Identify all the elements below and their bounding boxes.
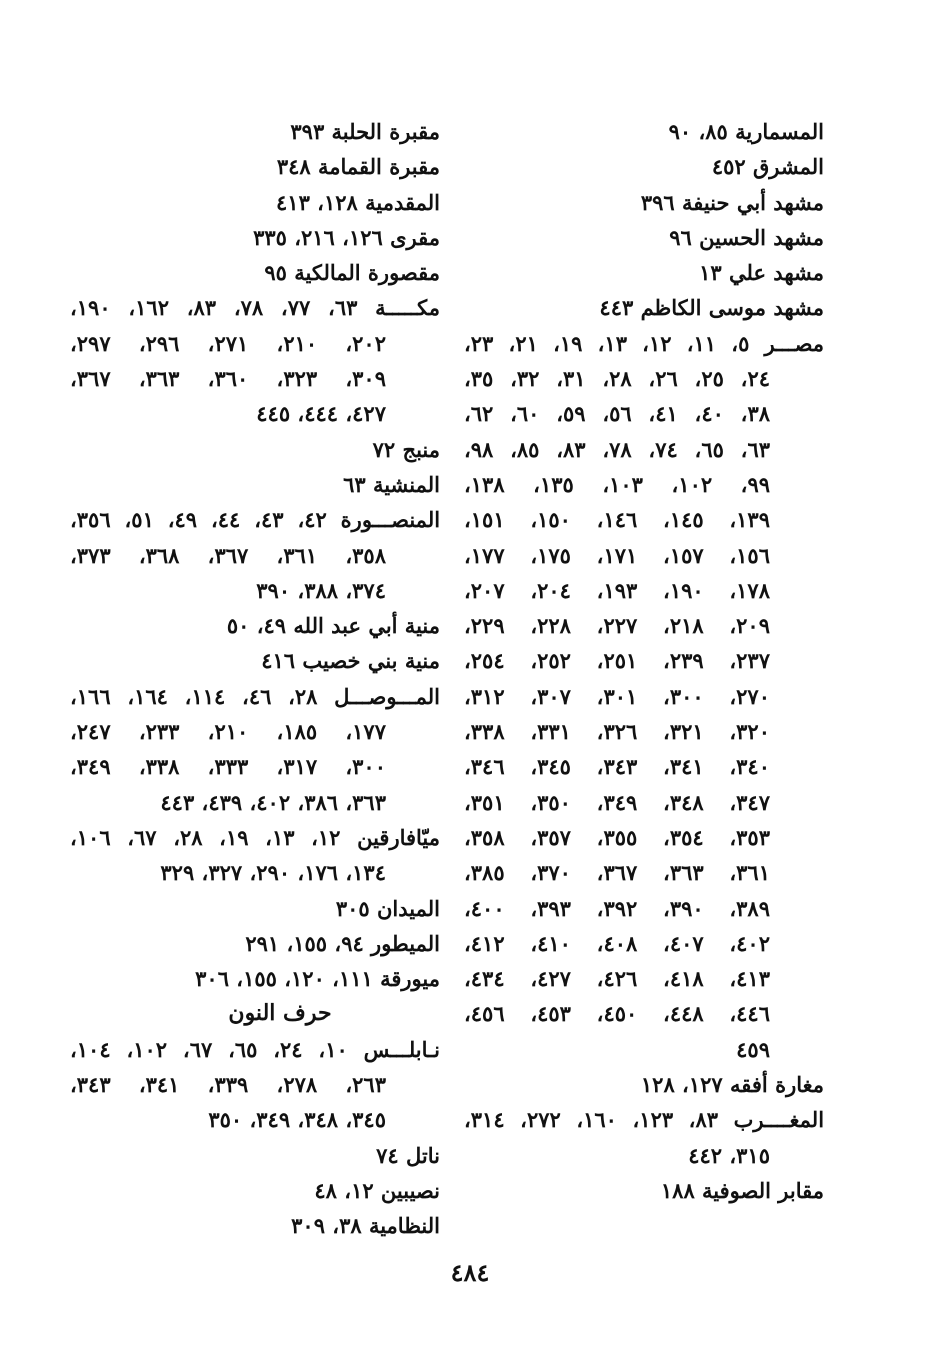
index-entry: ٢٤، ٢٥، ٢٦، ٢٨، ٣١، ٣٢، ٣٥، xyxy=(464,366,770,392)
index-entry: مغارة أفقه ١٢٧، ١٢٨ xyxy=(640,1072,824,1098)
index-entry: المسمارية ٨٥، ٩٠ xyxy=(668,119,824,144)
index-entry: ميورقة ١١١، ١٢٠، ١٥٥، ٣٠٦ xyxy=(195,966,440,992)
index-entry: مكـــــة ٦٣، ٧٧، ٧٨، ٨٣، ١٦٢، ١٩٠، xyxy=(70,295,440,321)
index-entry: مقصورة المالكية ٩٥ xyxy=(264,260,440,286)
index-entry: الميدان ٣٠٥ xyxy=(335,895,440,921)
index-entry: منبج ٧٢ xyxy=(372,436,440,462)
index-entry: ٩٩، ١٠٢، ١٠٣، ١٣٥، ١٣٨، xyxy=(464,471,771,497)
index-entry: ٣٠٩، ٣٢٣، ٣٦٠، ٣٦٣، ٣٦٧، xyxy=(70,366,386,392)
index-entry: ٤١٣، ٤١٨، ٤٢٦، ٤٢٧، ٤٣٤، xyxy=(464,966,770,992)
index-entry: ١٣٩، ١٤٥، ١٤٦، ١٥٠، ١٥١، xyxy=(464,507,770,533)
index-entry: منية أبي عبد الله ٤٩، ٥٠ xyxy=(226,613,440,639)
index-entry: المنشية ٦٣ xyxy=(343,471,440,497)
index-entry: ناتل ٧٤ xyxy=(376,1142,440,1168)
index-entry: ٣٥٨، ٣٦١، ٣٦٧، ٣٦٨، ٣٧٣، xyxy=(70,542,386,568)
index-entry: ٣٨٩، ٣٩٠، ٣٩٢، ٣٩٣، ٤٠٠، xyxy=(464,895,770,921)
index-entry: ٣٠٠، ٣١٧، ٣٣٣، ٣٣٨، ٣٤٩، xyxy=(70,754,386,780)
index-column-left xyxy=(70,114,440,1244)
index-entry: مشهد علي ١٣ xyxy=(699,260,824,286)
index-entry: ٢٠٢، ٢١٠، ٢٧١، ٢٩٦، ٢٩٧، xyxy=(70,330,386,356)
index-column-right xyxy=(464,114,824,1208)
index-entry: ٣٤٥، ٣٤٨، ٣٤٩، ٣٥٠ xyxy=(208,1107,386,1133)
index-entry: ٢٣٧، ٢٣٩، ٢٥١، ٢٥٢، ٢٥٤، xyxy=(464,648,770,674)
index-entry: ٣٤٠، ٣٤١، ٣٤٣، ٣٤٥، ٣٤٦، xyxy=(464,754,770,780)
index-entry: ٢٦٣، ٢٧٨، ٣٣٩، ٣٤١، ٣٤٣، xyxy=(70,1072,386,1098)
index-entry: ١٣٤، ١٧٦، ٢٩٠، ٣٢٧، ٣٢٩ xyxy=(160,860,386,886)
index-entry: منية بني خصيب ٤١٦ xyxy=(261,648,440,674)
index-entry: ٤٥٩ xyxy=(736,1036,770,1062)
index-entry: مشهد موسى الكاظم ٤٤٣ xyxy=(599,295,824,321)
index-entry: النظامية ٣٨، ٣٠٩ xyxy=(291,1213,440,1239)
index-entry: ٣٦٣، ٣٨٦، ٤٠٢، ٤٣٩، ٤٤٣ xyxy=(160,789,386,815)
index-entry: ٣٤٧، ٣٤٨، ٣٤٩، ٣٥٠، ٣٥١، xyxy=(464,789,770,815)
index-entry: ١٥٦، ١٥٧، ١٧١، ١٧٥، ١٧٧، xyxy=(464,542,770,568)
index-entry: ١٧٧، ١٨٥، ٢١٠، ٢٣٣، ٢٤٧، xyxy=(70,719,386,745)
index-entry: ٣١٥، ٤٤٢ xyxy=(688,1142,770,1168)
index-entry: المشرق ٤٥٢ xyxy=(711,154,824,180)
index-entry: المغــــرب ٨٣، ١٢٣، ١٦٠، ٢٧٢، ٣١٤، xyxy=(464,1107,825,1133)
index-entry: المـــوصـــل ٢٨، ٤٦، ١١٤، ١٦٤، ١٦٦، xyxy=(70,683,441,709)
index-entry: ٣٧٤، ٣٨٨، ٣٩٠ xyxy=(256,577,386,603)
index-entry: ٤٢٧، ٤٤٤، ٤٤٥ xyxy=(256,401,386,427)
section-heading: حرف النون xyxy=(228,1000,332,1027)
index-entry: ٣٨، ٤٠، ٤١، ٥٦، ٥٩، ٦٠، ٦٢، xyxy=(464,401,770,427)
index-entry: مصـــر ٥، ١١، ١٢، ١٣، ١٩، ٢١، ٢٣، xyxy=(464,330,825,356)
index-entry: ٢٠٩، ٢١٨، ٢٢٧، ٢٢٨، ٢٢٩، xyxy=(464,613,770,639)
page-number: ٤٨٤ xyxy=(450,1258,490,1287)
index-entry: مقابر الصوفية ١٨٨ xyxy=(660,1177,824,1203)
index-entry: مقبرة القمامة ٣٤٨ xyxy=(276,154,440,180)
index-entry: ميّافارقين ١٢، ١٣، ١٩، ٢٨، ٦٧، ١٠٦، xyxy=(70,824,441,850)
index-entry: ٢٧٠، ٣٠٠، ٣٠١، ٣٠٧، ٣١٢، xyxy=(464,683,770,709)
index-entry: الميطور ٩٤، ١٥٥، ٢٩١ xyxy=(245,930,440,956)
index-entry: مقبرة الحلبة ٣٩٣ xyxy=(290,119,440,144)
index-entry: ٣٢٠، ٣٢١، ٣٢٦، ٣٣١، ٣٣٨، xyxy=(464,719,770,745)
index-entry: ٦٣، ٦٥، ٧٤، ٧٨، ٨٣، ٨٥، ٩٨، xyxy=(464,436,770,462)
index-entry: ٤٠٢، ٤٠٧، ٤٠٨، ٤١٠، ٤١٢، xyxy=(464,930,770,956)
index-entry: المقدمية ١٢٨، ٤١٣ xyxy=(276,189,440,215)
index-entry: نصيبين ١٢، ٤٨ xyxy=(314,1177,440,1203)
index-entry: المنصـــورة ٤٢، ٤٣، ٤٤، ٤٩، ٥١، ٣٥٦، xyxy=(70,507,441,533)
index-entry: نـابلـــس ١٠، ٢٤، ٦٥، ٦٧، ١٠٢، ١٠٤، xyxy=(70,1036,441,1062)
index-entry: ٣٦١، ٣٦٣، ٣٦٧، ٣٧٠، ٣٨٥، xyxy=(464,860,770,886)
index-entry: ٤٤٦، ٤٤٨، ٤٥٠، ٤٥٣، ٤٥٦، xyxy=(464,1001,770,1027)
index-entry: ٣٥٣، ٣٥٤، ٣٥٥، ٣٥٧، ٣٥٨، xyxy=(464,824,770,850)
index-entry: ١٧٨، ١٩٠، ١٩٣، ٢٠٤، ٢٠٧، xyxy=(464,577,770,603)
index-entry: مشهد الحسين ٩٦ xyxy=(669,224,824,250)
index-entry: مشهد أبي حنيفة ٣٩٦ xyxy=(640,189,824,215)
index-entry: مقرى ١٢٦، ٢١٦، ٣٣٥ xyxy=(253,224,440,250)
